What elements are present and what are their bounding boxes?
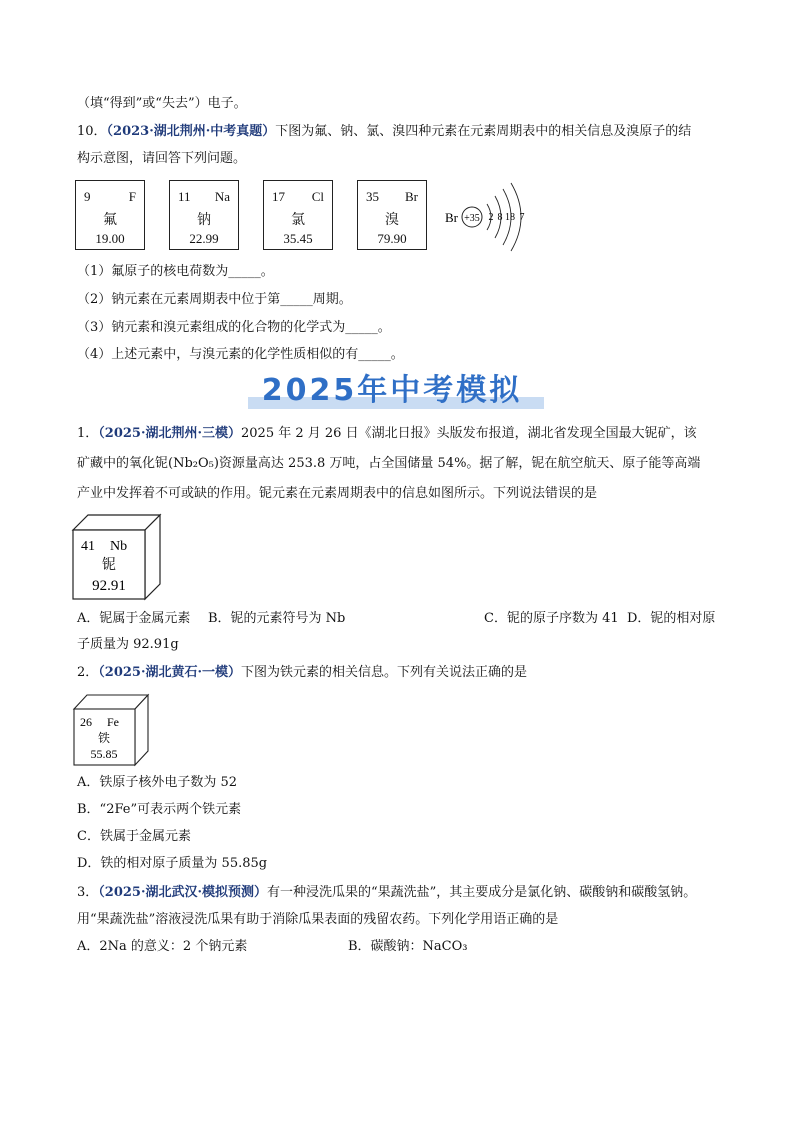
atomic-mass: 92.91: [92, 578, 126, 594]
element-symbol: Nb: [110, 539, 128, 554]
br-atom-diagram: [443, 180, 543, 255]
element-name: 铌: [102, 557, 116, 573]
fe-element-cube: [72, 692, 152, 767]
element-name: 铁: [97, 731, 111, 745]
text-line: 构示意图，请回答下列问题。: [77, 151, 247, 166]
option-b: B．铌的元素符号为 Nb: [208, 611, 346, 626]
question-source: （2025·湖北武汉·模拟预测）: [98, 885, 268, 900]
nucleus-charge: +35: [464, 213, 480, 224]
cube-side: [145, 515, 160, 599]
shell-electrons: 18: [505, 212, 515, 223]
question-source: （2025·湖北黄石·一模）: [98, 665, 242, 680]
element-symbol: Fe: [107, 715, 119, 729]
text-line: 用“果蔬洗盐”溶液浸洗瓜果有助于消除瓜果表面的残留农药。下列化学用语正确的是: [77, 912, 559, 927]
element-name: 氟: [103, 213, 117, 228]
question-text: 下图为铁元素的相关信息。下列有关说法正确的是: [241, 665, 528, 680]
element-cell-br: [357, 180, 427, 250]
element-symbol: Br: [405, 189, 418, 204]
atomic-mass: 35.45: [283, 231, 313, 246]
question-number: 3．: [77, 885, 99, 900]
atom-symbol: Br: [445, 210, 458, 225]
element-cell-f: [75, 180, 145, 250]
atomic-number: 17: [272, 189, 285, 204]
option-d: D．铁的相对原子质量为 55.85g: [77, 856, 268, 871]
banner-title: 2025年中考模拟: [261, 373, 523, 408]
atomic-number: 9: [84, 189, 91, 204]
element-symbol: Na: [214, 189, 230, 204]
element-cell-cl: [263, 180, 333, 250]
option-a: A．2Na 的意义：2 个钠元素: [77, 939, 248, 954]
question-text: 下图为氟、钠、氯、溴四种元素在元素周期表中的相关信息及溴原子的结: [275, 124, 692, 139]
question-text: 有一种浸洗瓜果的“果蔬洗盐”，其主要成分是氯化钠、碳酸钠和碳酸氢钠。: [267, 885, 697, 900]
atomic-mass: 19.00: [95, 231, 125, 246]
text-line: （填“得到”或“失去”）电子。: [77, 96, 247, 111]
atomic-number: 41: [81, 539, 95, 554]
sub-question: （4）上述元素中，与溴元素的化学性质相似的有_____。: [77, 347, 404, 362]
question-3-line: [77, 883, 696, 903]
atomic-mass: 22.99: [189, 231, 219, 246]
option-d-continued: 子质量为 92.91g: [77, 637, 179, 652]
sub-question: （3）钠元素和溴元素组成的化合物的化学式为_____。: [77, 320, 391, 335]
option-c: C．铁属于金属元素: [77, 829, 191, 844]
sub-question: （2）钠元素在元素周期表中位于第_____周期。: [77, 292, 352, 307]
text-line: 产业中发挥着不可或缺的作用。铌元素在元素周期表中的信息如图所示。下列说法错误的是: [77, 486, 598, 501]
sub-question: （1）氟原子的核电荷数为_____。: [77, 264, 274, 279]
atomic-number: 35: [366, 189, 379, 204]
option-b: B．碳酸钠：NaCO₃: [348, 939, 468, 954]
option-a: A．铌属于金属元素: [77, 611, 191, 626]
question-source: （2023·湖北荆州·中考真题）: [106, 124, 276, 139]
atomic-mass: 79.90: [377, 231, 407, 246]
question-number: 2．: [77, 665, 99, 680]
question-number: 10．: [77, 124, 107, 139]
question-10-line: [77, 122, 691, 142]
question-1-line: [77, 424, 697, 444]
element-name: 钠: [197, 213, 211, 228]
option-d: D．铌的相对原: [627, 611, 716, 626]
element-cell-na: [169, 180, 239, 250]
atomic-number: 11: [178, 189, 191, 204]
section-banner: [240, 371, 544, 411]
element-name: 溴: [385, 213, 399, 228]
nb-element-cube: [70, 512, 165, 602]
option-a: A．铁原子核外电子数为 52: [77, 775, 238, 790]
atomic-number: 26: [80, 715, 92, 729]
atomic-mass: 55.85: [90, 747, 118, 761]
option-c: C．铌的原子序数为 41: [484, 611, 619, 626]
question-2-line: [77, 663, 527, 683]
question-text: 2025 年 2 月 26 日《湖北日报》头版发布报道，湖北省发现全国最大铌矿，该: [241, 426, 697, 441]
shell-electrons: 2: [488, 212, 494, 223]
shell-electrons: 7: [519, 212, 525, 223]
element-symbol: Cl: [311, 189, 324, 204]
question-number: 1．: [77, 426, 99, 441]
element-name: 氯: [291, 213, 305, 228]
shell-electrons: 8: [497, 212, 503, 223]
text-line: 矿藏中的氧化铌(Nb₂O₅)资源量高达 253.8 万吨，占全国储量 54%。据了解，铌在航空航天、原子能等高端: [77, 456, 701, 471]
element-symbol: F: [128, 189, 136, 204]
option-b: B．“2Fe”可表示两个铁元素: [77, 802, 242, 817]
question-source: （2025·湖北荆州·三模）: [98, 426, 242, 441]
